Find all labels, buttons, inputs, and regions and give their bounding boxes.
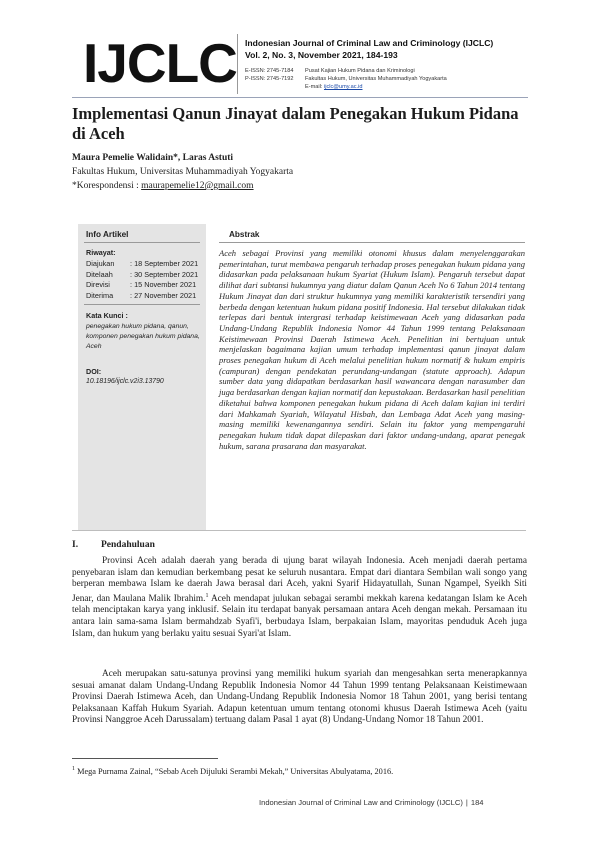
header-divider <box>237 34 238 94</box>
date-row: Ditelaah : 30 September 2021 <box>86 269 199 279</box>
body-paragraph-2: Aceh merupakan satu-satunya provinsi yang memiliki hukum syariah dan mengesahkan serta menerapkannya sesuai amanat dalam Undang-Undang Republik Indonesia Nomor 44 Tahun 1999 tentang Pelaksanaan Keistimewaan Provinsi Daerah Istimewa Aceh, dan Undang-Undang Republik Indonesia Nomor 18 Tahun 2001, yang berisi tentang Pelaksanaan Kaffah Hukum Syariah. Adapun ketentuan umum tentang otonomi khusus Daerah Istimewa Aceh (yaitu Provinsi Nanggroe Aceh Darussalam) tertuang dalam Pasal 1 ayat (8) Undang-Undang Nomor 18 Tahun 2001. <box>72 669 527 726</box>
page-footer <box>259 798 484 807</box>
journal-email-link[interactable]: ijclc@umy.ac.id <box>323 84 363 90</box>
date-value: 27 November 2021 <box>134 290 197 300</box>
correspondence-email[interactable]: maurapemelie12@gmail.com <box>141 181 254 191</box>
eissn: E-ISSN: 2745-7184 <box>245 68 294 74</box>
abstract-text: Aceh sebagai Provinsi yang memiliki otonomi khusus dalam menyelenggarakan pemerintahan, turut membawa pengaruh terhadap proses penegakan hukum pidana yang didasarkan pada pelaksanaan hukum Syariat (Hukum Islam). Pengaruh tersebut dapat dilihat dari subtansi hukumnya yang diatur dalam Qanun Aceh No 6 Tahun 2014 tentang Hukum Jinayat dan dari struktur hukumnya yang memiliki karakteristik tersendiri yang berbeda dengan ketentuan hukum pidana positif Indonesia. Hal tersebut dilakukan tidak terlepas dari bentuk intergrasi terhadap keistimewaan Aceh yang didasarkan pada Undang-Undang Republik Indonesia Nomor 44 Tahun 1999 tentang Pelaksanaan Keistimewaan Provinsi Daerah Istimewa Aceh. Penelitian ini bertujuan untuk menjelaskan bagaimana kajian umum terhadap implementasi qanun jinayat dalam proses penegakan hukum di Aceh melalui penelitian hukum normatif & hukum empiris (campuran) dengan pendekatan perundang-undangan (statute approach). Adapun sumber data yang didapatkan berdasarkan hasil wawancara dengan narasumber dan juga berdasarkan dengan kajian normatif dan kepustakaan. Berdasarkan hasil penelitian diketahui bahwa komponen penegakan hukum pidana di Aceh dalam kajian ini terdiri dari Mahkamah Syariah, Wilayatul Hisbah, dan Lembaga Adat Aceh yang masing-masing memiliki kewenangannya sendiri. Selain itu faktor yang mempengaruhi penegakan hukum tidak dapat dilepaskan dari faktor undang-undang, aparat penegak hukum, sarana prasarana dan masyarakat. <box>219 248 525 451</box>
section-title: Pendahuluan <box>101 540 155 550</box>
abstract-bottom-rule <box>72 530 526 531</box>
page-number: 184 <box>470 798 484 807</box>
date-value: 15 November 2021 <box>134 280 197 289</box>
footnote-ref[interactable]: 1 <box>205 592 209 599</box>
date-row: Diterima : 27 November 2021 <box>86 290 197 300</box>
authors: Maura Pemelie Walidain*, Laras Astuti <box>72 153 234 163</box>
footnote-rule <box>72 758 218 759</box>
date-row: Diajukan : 18 September 2021 <box>86 259 199 268</box>
info-heading: Info Artikel <box>86 230 129 239</box>
journal-logo: IJCLC <box>83 32 237 94</box>
date-label: Direvisi <box>86 280 110 289</box>
keywords: penegakan hukum pidana, qanun, komponen penegakan hukum pidana, Aceh <box>86 323 200 350</box>
footnote <box>72 766 393 776</box>
date-label: Ditelaah <box>86 269 113 279</box>
info-rule <box>84 242 200 243</box>
date-value: 30 September 2021 <box>134 269 199 279</box>
date-label: Diajukan <box>86 259 115 268</box>
article-info-box <box>78 224 206 530</box>
footnote-number: 1 <box>72 766 75 772</box>
footer-separator: | <box>465 798 468 807</box>
email-label: E-mail: <box>305 84 323 90</box>
history-label: Riwayat: <box>86 248 116 257</box>
correspondence <box>72 181 254 191</box>
abstract-heading: Abstrak <box>229 230 260 239</box>
history-dates <box>86 259 198 301</box>
paragraph-text: Provinsi Aceh adalah daerah yang berada di ujung barat wilayah Indonesia. Aceh menjadi daerah pertama penyebaran islam dan kemudian berkembang pesat ke seluruh nusantara. Empat dari diantara Sembilan wali songo yang berperan membawa Islam ke daerah Jawa berasal dari Aceh, yakni Syarif Hidayatullah, Sunan Ngampel, Syeikh Siti Jenar, dan Maulana Malik Ibrahim. <box>72 556 527 604</box>
body-paragraph-1 <box>72 556 527 640</box>
keywords-label: Kata Kunci : <box>86 311 128 320</box>
abstract-rule <box>219 242 525 243</box>
publisher-line-1: Pusat Kajian Hukum Pidana dan Kriminologi <box>305 68 415 74</box>
correspondence-label: *Korespondensi : <box>72 181 139 191</box>
volume-info: Vol. 2, No. 3, November 2021, 184-193 <box>245 50 398 60</box>
header-rule <box>72 97 528 98</box>
publisher-email-row <box>305 83 447 91</box>
date-value: 18 September 2021 <box>134 259 199 268</box>
pissn: P-ISSN: 2745-7192 <box>245 76 294 82</box>
info-rule <box>84 304 200 305</box>
publisher-line-2: Fakultas Hukum, Universitas Muhammadiyah Yogyakarta <box>305 76 447 82</box>
affiliation: Fakultas Hukum, Universitas Muhammadiyah Yogyakarta <box>72 167 294 177</box>
section-number: I. <box>72 540 79 550</box>
doi-link[interactable]: 10.18196/ijclc.v2i3.13790 <box>86 378 164 385</box>
doi-label: DOI: <box>86 367 102 376</box>
issn-column <box>245 67 294 83</box>
article-title: Implementasi Qanun Jinayat dalam Penegakan Hukum Pidana di Aceh <box>72 104 519 143</box>
date-label: Diterima <box>86 290 114 300</box>
journal-title: Indonesian Journal of Criminal Law and Criminology (IJCLC) <box>245 38 494 48</box>
footer-journal: Indonesian Journal of Criminal Law and Criminology (IJCLC) <box>259 798 463 807</box>
publisher-column <box>305 67 447 91</box>
date-row: Direvisi : 15 November 2021 <box>86 280 197 289</box>
footnote-text: Mega Purnama Zainal, “Sebab Aceh Dijuluki Serambi Mekah,” Universitas Abulyatama, 2016. <box>75 766 394 776</box>
paragraph-text-cont: Aceh mendapat julukan sebagai serambi mekkah karena kedatangan Islam ke Aceh telah menciptakan karya yang inklusif. Selain itu terdapat banyak persamaan antara Aceh dengan mekah. Persamaan itu antara lain sama-sama Islam bermahdzab Syafi'i, berbudaya Islam, berpakaian Islam, mayoritas penduduk Aceh juga Islam, dan hukum yang berlaku yaitu sesuai Syari'at Islam. <box>72 593 527 639</box>
